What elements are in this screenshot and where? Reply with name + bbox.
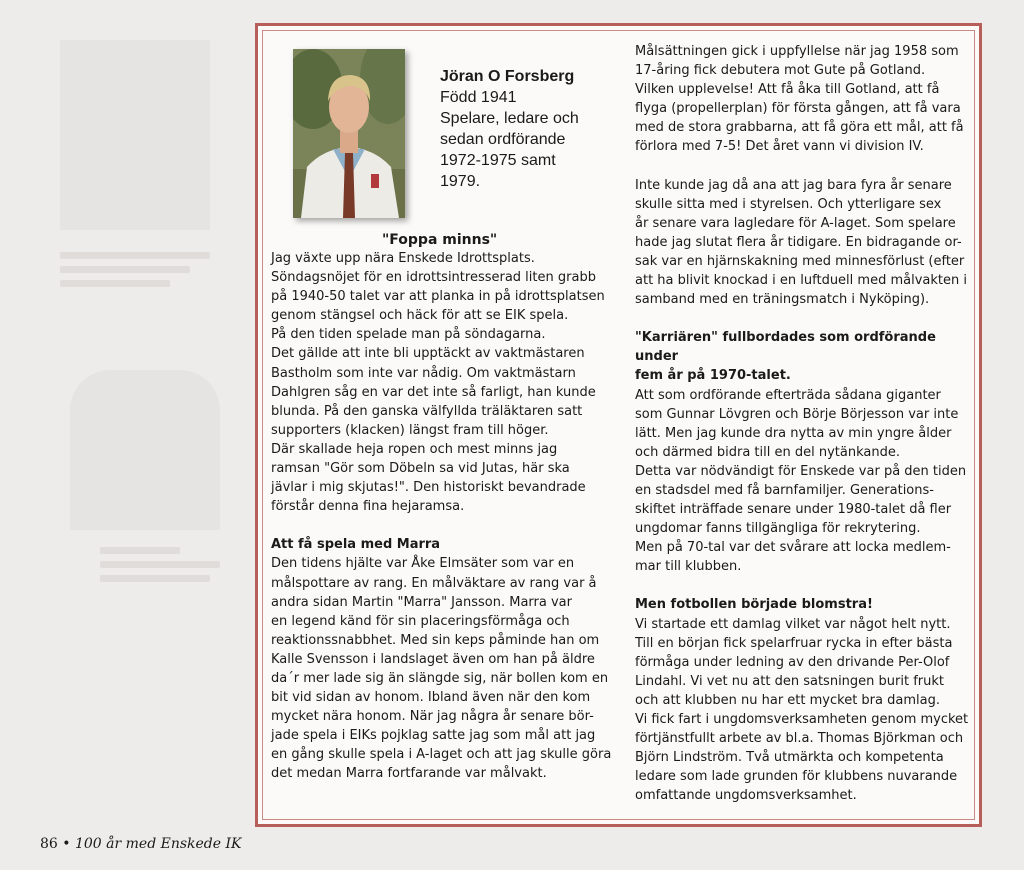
paragraph-gap [635, 576, 970, 595]
body-text-line: ungdomar fanns tillgängliga för rekrytering. [635, 521, 921, 537]
body-text-line: ledare som lade grunden för klubbens nuvarande [635, 769, 958, 785]
body-text-line: skulle sitta med i styrelsen. Och ytterligare sex [635, 196, 942, 212]
body-text-line: andra sidan Martin "Marra" Jansson. Marra var [271, 594, 572, 610]
body-text-line: och därmed bidra till en del nytänkande. [635, 444, 900, 460]
body-text-line: flyga (propellerplan) för första gången, att få vara [635, 101, 961, 117]
page-number: 86 • [40, 836, 71, 852]
body-text-line: en gång skulle spela i A-laget och att jag skulle göra [271, 747, 612, 763]
body-text-line: förtjänstfullt arbete av bl.a. Thomas Björkman och [635, 731, 964, 747]
profile-header [440, 66, 600, 192]
body-text-line: målspottare av rang. En målväktare av rang var å [271, 575, 597, 591]
body-text-line: en stadsdel med få barnfamiljer. Generations- [635, 482, 934, 498]
body-text-line: förmåga under ledning av den drivande Per-Olof [635, 654, 950, 670]
body-text-line: Vi fick fart i ungdomsverksamheten genom mycket [635, 712, 969, 727]
body-text-line: skiftet inträffade senare under 1980-talet då fler [635, 502, 952, 518]
book-title: 100 år med Enskede IK [74, 836, 242, 852]
body-text-line: år senare vara lagledare för A-laget. Som spelare [635, 215, 956, 231]
body-text-line: Där skallade heja ropen och mest minns jag [271, 441, 558, 457]
profile-role-line: sedan ordförande [440, 131, 566, 148]
profile-role-line: 1972-1975 samt [440, 152, 556, 169]
body-text-line: ramsan "Gör som Döbeln sa vid Jutas, här ska [271, 461, 570, 477]
body-text-line: det medan Marra fortfarande var målvakt. [271, 766, 547, 782]
body-text-line: hade jag slutat flera år tidigare. En bidragande or- [635, 234, 962, 250]
body-text-line: Dahlgren såg en var det inte så farligt, han kunde [271, 384, 596, 400]
body-text-line: bit vid sidan av honom. Ibland även när den kom [271, 690, 591, 706]
left-column [271, 249, 616, 784]
portrait-illustration [293, 49, 405, 218]
body-text-line: Att som ordförande efterträda sådana giganter [635, 387, 941, 403]
body-text-line: mar till klubben. [635, 559, 742, 575]
body-text-line: Lindahl. Vi vet nu att den satsningen burit frukt [635, 673, 945, 689]
body-text-line: da´r mer lade sig än slängde sig, när bollen kom en [271, 670, 609, 686]
body-text-line: Vilken upplevelse! Att få åka till Gotland, att få [635, 82, 940, 98]
body-text-line: Bastholm som inte var nådig. Om vaktmästarn [271, 365, 576, 381]
body-text-line: Björn Lindström. Två utmärkta och kompetenta [635, 750, 944, 766]
right-column [635, 42, 970, 805]
body-text-line: lätt. Men jag kunde dra nytta av min yngre ålder [635, 425, 952, 441]
bleed-through-caption-bottom [100, 540, 260, 589]
page-footer [40, 836, 242, 852]
subheading-line: fem år på 1970-talet. [635, 368, 791, 384]
body-text-line: Den tidens hjälte var Åke Elmsäter som var en [271, 556, 575, 572]
body-text-line: förlora med 7-5! Det året vann vi division IV. [635, 139, 924, 155]
body-text-line: jade spela i EIKs pojklag satte jag som mål att jag [271, 728, 596, 744]
body-text-line: Inte kunde jag då ana att jag bara fyra år senare [635, 177, 952, 193]
body-text-line: supporters (klacken) längst fram till höger. [271, 422, 549, 438]
bleed-through-photo-bottom [70, 370, 220, 530]
bleed-through-photo-top [60, 40, 210, 230]
bleed-through-caption-top [60, 245, 220, 294]
profile-role-line: Spelare, ledare och [440, 110, 579, 127]
body-text-line: med de stora grabbarna, att få göra ett mål, att få [635, 120, 964, 136]
profile-name: Jöran O Forsberg [440, 68, 575, 85]
body-text-line: på 1940-50 talet var att planka in på idrottsplatsen [271, 289, 605, 305]
profile-born: Född 1941 [440, 89, 517, 106]
paragraph-gap [635, 309, 970, 328]
body-text-line: sak var en hjärnskakning med minnesförlust (efter [635, 253, 965, 269]
body-text-line: samband med en träningsmatch i Nyköping). [635, 292, 930, 308]
paragraph-gap [271, 516, 616, 535]
body-text-line: Vi startade ett damlag vilket var något helt nytt. [635, 616, 951, 632]
body-text-line: Söndagsnöjet för en idrottsintresserad liten grabb [271, 270, 596, 286]
body-text-line: förstår denna fina hejaramsa. [271, 499, 465, 515]
portrait-photo [293, 49, 405, 218]
body-text-line: Det gällde att inte bli upptäckt av vaktmästaren [271, 346, 585, 362]
body-text-line: som Gunnar Lövgren och Börje Börjesson var inte [635, 406, 959, 422]
body-text-line: Jag växte upp nära Enskede Idrottsplats. [271, 251, 535, 266]
body-text-line: jävlar i mig skjutas!". Den historiskt bevandrade [271, 480, 586, 496]
subheading-line: "Karriären" fullbordades som ordförande under [635, 330, 936, 365]
body-text-line: genom stängsel och häck för att se EIK spela. [271, 308, 569, 324]
body-text-line: omfattande ungdomsverksamhet. [635, 788, 857, 804]
body-text-line: På den tiden spelade man på söndagarna. [271, 327, 546, 343]
body-text-line: mycket nära honom. När jag några år senare bör- [271, 709, 594, 725]
paragraph-gap [635, 157, 970, 176]
body-text-line: Målsättningen gick i uppfyllelse när jag 1958 som [635, 44, 959, 59]
body-text-line: Kalle Svensson i landslaget även om han på äldre [271, 651, 595, 667]
body-text-line: reaktionssnabbhet. Med sin keps påminde han om [271, 632, 600, 648]
body-text-line: 17-åring fick debutera mot Gute på Gotland. [635, 63, 926, 79]
subheading-line: Men fotbollen började blomstra! [635, 597, 873, 613]
body-text-line: Men på 70-tal var det svårare att locka medlem- [635, 540, 951, 556]
subheading-line: Att få spela med Marra [271, 537, 441, 553]
body-text-line: och att klubben nu har ett mycket bra damlag. [635, 692, 940, 708]
body-text-line: Detta var nödvändigt för Enskede var på den tiden [635, 463, 967, 479]
section-title: "Foppa minns" [382, 232, 498, 248]
body-text-line: en legend känd för sin placeringsförmåga och [271, 613, 570, 629]
body-text-line: Till en början fick spelarfruar rycka in efter bästa [635, 635, 953, 651]
body-text-line: att ha blivit knockad i en luftduell med målvakten i [635, 273, 967, 289]
body-text-line: blunda. På den ganska välfyllda träläktaren satt [271, 403, 583, 419]
profile-role-line: 1979. [440, 173, 481, 190]
